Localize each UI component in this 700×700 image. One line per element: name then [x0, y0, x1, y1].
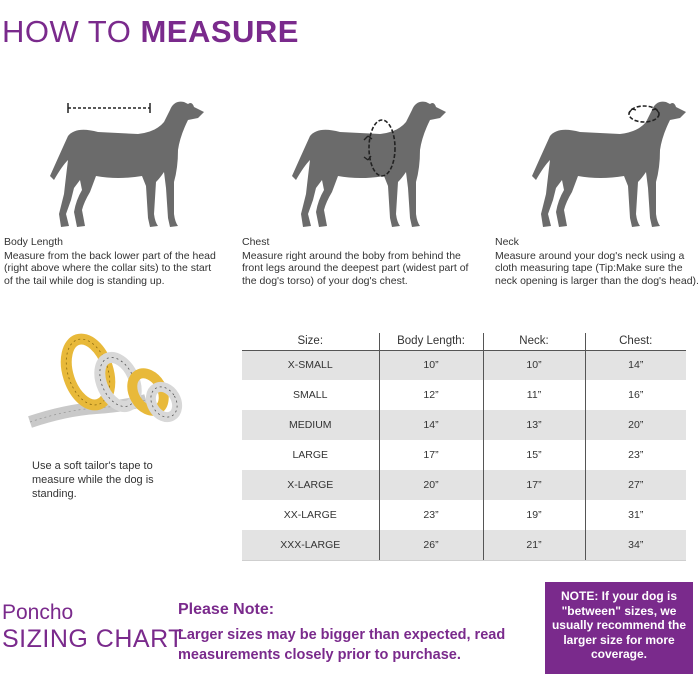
chest-cell: 14” — [585, 350, 686, 380]
size-chart-table — [242, 333, 686, 561]
title-prefix: HOW TO — [2, 14, 132, 49]
body-length-cell: 26” — [379, 530, 483, 560]
section-title: Chest — [242, 236, 270, 248]
chest-cell: 27” — [585, 470, 686, 500]
sizing-chart-label: SIZING CHART — [2, 625, 184, 653]
neck-cell: 17” — [483, 470, 585, 500]
neck-cell: 13” — [483, 410, 585, 440]
body-length-cell: 10” — [379, 350, 483, 380]
table-row — [242, 530, 686, 560]
body-length-cell: 12” — [379, 380, 483, 410]
section-title: Neck — [495, 236, 519, 248]
size-cell: XX-LARGE — [283, 509, 337, 521]
chest-cell: 34” — [585, 530, 686, 560]
body-length-cell: 17” — [379, 440, 483, 470]
neck-section — [495, 236, 700, 287]
note-text: Larger sizes may be bigger than expected, read measurements closely prior to purchase. — [178, 627, 506, 663]
table-header-row — [242, 333, 686, 350]
chest-section — [242, 236, 474, 287]
sizing-note-box: NOTE: If your dog is "between" sizes, we usually recommend the larger size for more coverage. — [545, 582, 693, 674]
body-length-cell: 14” — [379, 410, 483, 440]
header-size: Size: — [242, 333, 379, 350]
chest-cell: 16” — [585, 380, 686, 410]
body-length-cell: 20” — [379, 470, 483, 500]
neck-cell: 11” — [483, 380, 585, 410]
section-title: Body Length — [4, 236, 63, 248]
neck-cell: 21” — [483, 530, 585, 560]
body-length-cell: 23” — [379, 500, 483, 530]
size-cell: MEDIUM — [242, 410, 379, 440]
size-cell: LARGE — [292, 449, 329, 461]
table-row — [242, 410, 686, 440]
body-length-section — [4, 236, 216, 287]
chest-cell: 20” — [585, 410, 686, 440]
neck-cell: 10” — [483, 350, 585, 380]
measuring-tape-icon — [26, 330, 186, 438]
section-text: Measure around your dog's neck using a cloth measuring tape (Tip:Make sure the neck opening is larger than the dog's head). — [495, 249, 699, 287]
size-cell: SMALL — [293, 389, 328, 401]
size-cell: X-LARGE — [242, 470, 379, 500]
chest-cell: 23” — [585, 440, 686, 470]
dog-body-length-icon — [38, 78, 208, 230]
table-row — [242, 380, 686, 410]
section-text: Measure from the back lower part of the head (right above where the collar sits) to the start of the tail while dog is standing up. — [4, 249, 216, 287]
table-row — [242, 470, 686, 500]
header-body-length: Body Length: — [379, 333, 483, 350]
chest-cell: 31” — [585, 500, 686, 530]
note-title: Please Note: — [178, 601, 275, 618]
header-neck: Neck: — [483, 333, 585, 350]
dog-neck-icon — [520, 78, 690, 230]
page-title — [2, 14, 299, 50]
title-main: MEASURE — [140, 14, 299, 49]
tape-caption: Use a soft tailor's tape to measure while the dog is standing. — [32, 460, 154, 500]
neck-cell: 19” — [483, 500, 585, 530]
table-row — [242, 500, 686, 530]
size-cell: X-SMALL — [242, 350, 379, 380]
dog-chest-icon — [280, 78, 450, 230]
section-text: Measure right around the boby from behind the front legs around the deepest part (widest part of the dog's torso) of your dog's chest. — [242, 249, 469, 287]
header-chest: Chest: — [585, 333, 686, 350]
table-row — [242, 440, 686, 470]
size-cell: XXX-LARGE — [242, 530, 379, 560]
table-row — [242, 350, 686, 380]
neck-cell: 15” — [483, 440, 585, 470]
product-name: Poncho — [2, 601, 74, 624]
